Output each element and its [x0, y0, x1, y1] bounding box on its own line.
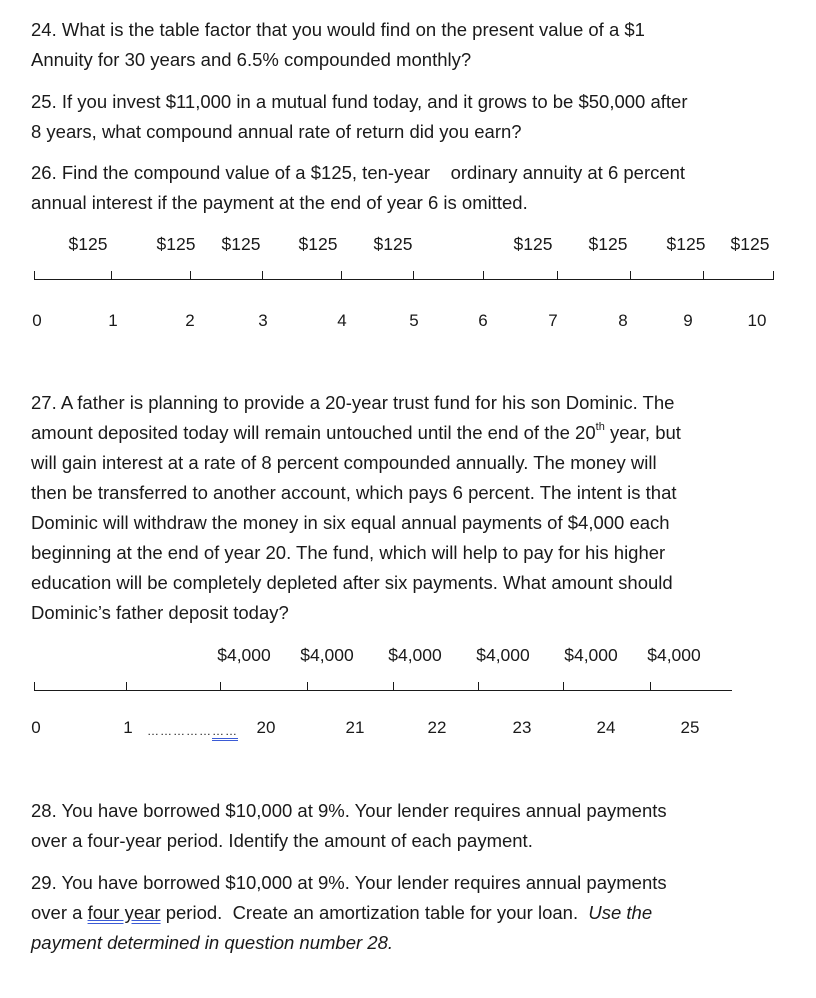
q26-tick-7: [557, 271, 558, 279]
question-28: [31, 796, 801, 856]
q27-dots-a: ……………: [147, 724, 212, 738]
q27-time-axis: [34, 690, 732, 691]
q26-period-1: 1: [108, 311, 118, 330]
q26-tick-0: [34, 271, 35, 279]
q27-period-20: 20: [256, 718, 276, 737]
q26-line-1: 26. Find the compound value of a $125, ten-year ordinary annuity at 6 percent: [31, 162, 686, 183]
q27-tick-0: [34, 682, 35, 690]
q28-line-1: 28. You have borrowed $10,000 at 9%. Your lender requires annual payments: [31, 800, 667, 821]
q26-payment-8: $125: [588, 234, 628, 254]
q27-ellipsis: [147, 724, 238, 738]
q26-tick-3: [262, 271, 263, 279]
q27-period-25: 25: [680, 718, 700, 737]
q26-period-8: 8: [618, 311, 628, 330]
q29-line-2: [31, 898, 801, 928]
q26-period-7: 7: [548, 311, 558, 330]
q29-line-2-italic: Use the: [588, 902, 653, 923]
q28-line-2: over a four-year period. Identify the amount of each payment.: [31, 830, 533, 851]
q27-tick-22: [393, 682, 394, 690]
q26-tick-2: [190, 271, 191, 279]
q27-line-5: Dominic will withdraw the money in six equal annual payments of $4,000 each: [31, 512, 670, 533]
question-26: [31, 158, 801, 218]
q26-payment-9: $125: [666, 234, 706, 254]
q27-period-1: 1: [123, 718, 133, 737]
q26-line-2: annual interest if the payment at the end of year 6 is omitted.: [31, 192, 528, 213]
q26-period-3: 3: [258, 311, 268, 330]
q29-line-3: payment determined in question number 28.: [31, 932, 393, 953]
q26-payment-5: $125: [373, 234, 413, 254]
q27-line-8: Dominic’s father deposit today?: [31, 602, 289, 623]
q29-line-1: 29. You have borrowed $10,000 at 9%. Your lender requires annual payments: [31, 872, 667, 893]
q27-line-2a: amount deposited today will remain untouched until the end of the 20: [31, 422, 596, 443]
q27-tick-25: [650, 682, 651, 690]
q27-payment-24: $4,000: [564, 645, 618, 665]
q25-line-2: 8 years, what compound annual rate of return did you earn?: [31, 121, 522, 142]
q27-period-23: 23: [512, 718, 532, 737]
question-25: [31, 87, 801, 147]
question-24: [31, 15, 801, 75]
q26-tick-9: [703, 271, 704, 279]
question-29: [31, 868, 801, 958]
q27-line-3: will gain interest at a rate of 8 percent compounded annually. The money will: [31, 452, 657, 473]
q27-payment-21: $4,000: [300, 645, 354, 665]
q26-tick-6: [483, 271, 484, 279]
q26-tick-8: [630, 271, 631, 279]
q26-tick-5: [413, 271, 414, 279]
q26-payment-7: $125: [513, 234, 553, 254]
q26-payment-2: $125: [156, 234, 196, 254]
question-27: [31, 388, 801, 628]
q27-line-6: beginning at the end of year 20. The fund, which will help to pay for his higher: [31, 542, 666, 563]
q27-line-2: [31, 418, 801, 448]
q27-period-22: 22: [427, 718, 447, 737]
q27-line-1: 27. A father is planning to provide a 20-year trust fund for his son Dominic. The: [31, 392, 675, 413]
q26-payment-1: $125: [68, 234, 108, 254]
q27-line-2b: year, but: [604, 422, 681, 443]
q26-tick-10: [773, 271, 774, 279]
q27-period-24: 24: [596, 718, 616, 737]
q27-line-4: then be transferred to another account, which pays 6 percent. The intent is that: [31, 482, 677, 503]
q27-payment-23: $4,000: [476, 645, 530, 665]
q26-payment-4: $125: [298, 234, 338, 254]
q27-payment-22: $4,000: [388, 645, 442, 665]
q25-line-1: 25. If you invest $11,000 in a mutual fund today, and it grows to be $50,000 after: [31, 91, 688, 112]
q27-tick-21: [307, 682, 308, 690]
q29-line-2a: over a: [31, 902, 88, 923]
q29-line-2b: period. Create an amortization table for your loan.: [160, 902, 589, 923]
q26-tick-4: [341, 271, 342, 279]
q27-payment-25: $4,000: [647, 645, 701, 665]
q27-superscript: th: [595, 420, 605, 433]
q27-dots-b: ……: [212, 724, 238, 741]
q26-period-2: 2: [185, 311, 195, 330]
q27-tick-20: [220, 682, 221, 690]
q24-line-2: Annuity for 30 years and 6.5% compounded monthly?: [31, 49, 472, 70]
q26-time-axis: [34, 279, 774, 280]
q26-period-10: 10: [747, 311, 767, 330]
q26-period-0: 0: [32, 311, 42, 330]
q27-period-21: 21: [345, 718, 365, 737]
q26-tick-1: [111, 271, 112, 279]
q24-line-1: 24. What is the table factor that you would find on the present value of a $1: [31, 19, 645, 40]
q27-period-0: 0: [31, 718, 41, 737]
q27-line-7: education will be completely depleted after six payments. What amount should: [31, 572, 673, 593]
q26-payment-3: $125: [221, 234, 261, 254]
q27-tick-1: [126, 682, 127, 690]
q29-underlined-term: four year: [87, 902, 161, 923]
q26-payment-10: $125: [730, 234, 770, 254]
q26-period-4: 4: [337, 311, 347, 330]
q27-tick-24: [563, 682, 564, 690]
q27-payment-20: $4,000: [217, 645, 271, 665]
q26-period-6: 6: [478, 311, 488, 330]
q26-period-9: 9: [683, 311, 693, 330]
q26-period-5: 5: [409, 311, 419, 330]
q27-tick-23: [478, 682, 479, 690]
